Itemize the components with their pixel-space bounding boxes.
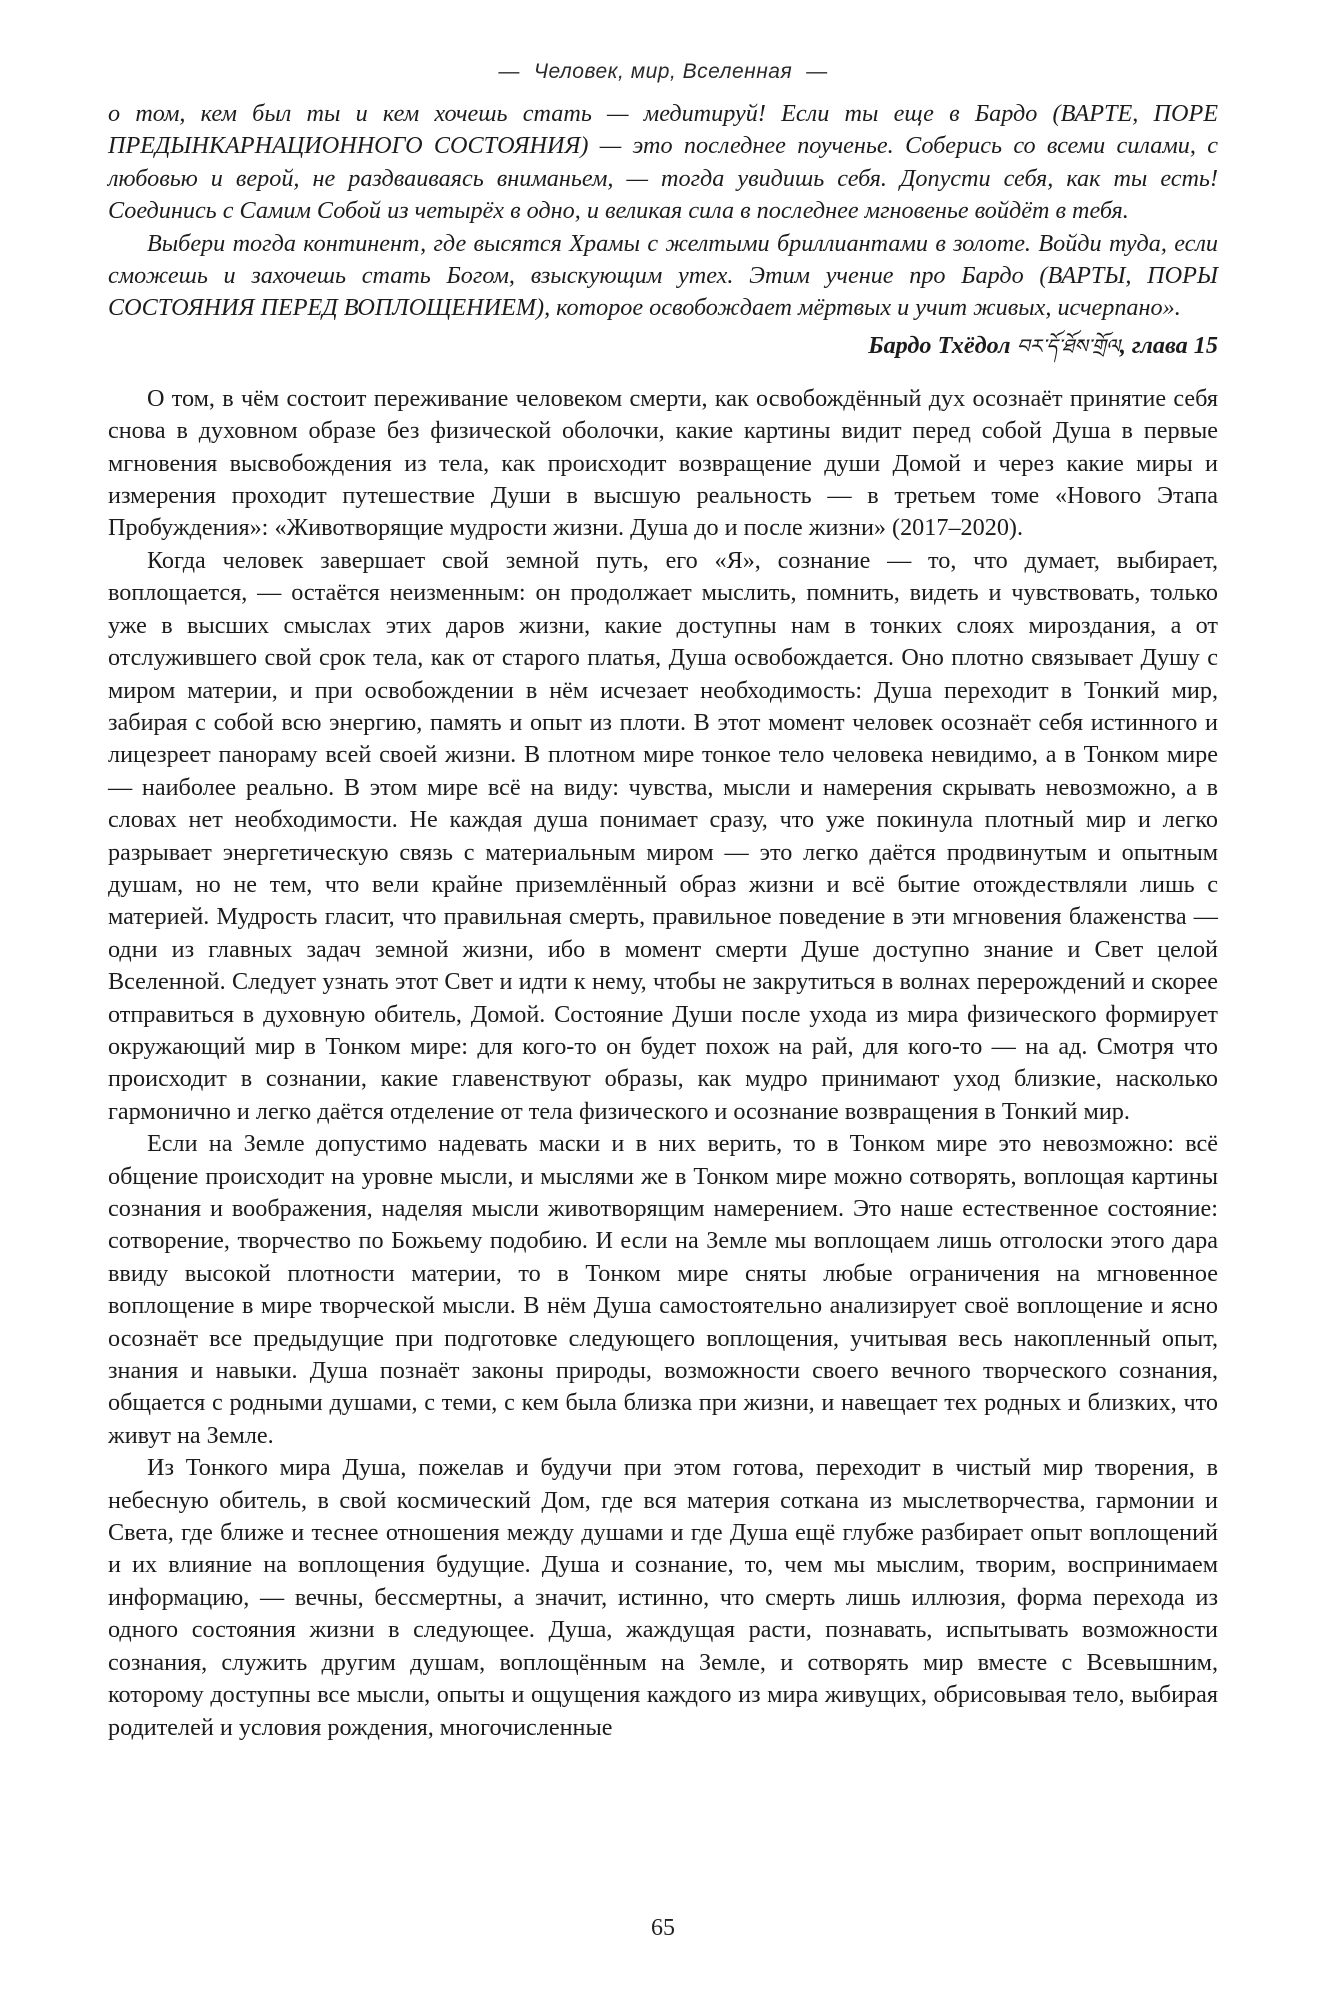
source-title: Бардо Тхёдол (868, 331, 1011, 359)
source-tibetan: བར་དོ་ཐོས་གྲོལ (1016, 333, 1120, 358)
running-head-title: Человек, мир, Вселенная (533, 60, 793, 83)
running-head (0, 60, 1326, 84)
epigraph-paragraph: Выбери тогда континент, где высятся Храмы с желтыми бриллиантами в золоте. Войди туда, если сможешь и захочешь стать Богом, взыскующим утех. Этим учение про Бардо (ВАРТЫ, ПОРЫ СОСТОЯНИЯ ПЕРЕД ВОПЛОЩЕНИЕМ), которое освобождает мёртвых и учит живых, исчерпано». (108, 229, 1218, 322)
body-paragraph: Если на Земле допустимо надевать маски и в них верить, то в Тонком мире это невозможно: всё общение происходит на уровне мысли, и мыслями же в Тонком мире можно сотворять, воплощая картины сознания и воображения, наделяя мысли животворящим намерением. Это наше естественное состояние: сотворение, творчество по Божьему подобию. И если на Земле мы воплощаем лишь отголоски этого дара ввиду высокой плотности материи, то в Тонком мире сняты любые ограничения на мгновенное воплощение в мире творческой мысли. В нём Душа самостоятельно анализирует своё воплощение и ясно осознаёт все предыдущие при подготовке следующего воплощения, учитывая весь накопленный опыт, знания и навыки. Душа познаёт законы природы, возможности своего вечного творческого сознания, общается с родными душами, с теми, с кем была близка при жизни, и навещает тех родных и близких, что живут на Земле. (108, 1130, 1218, 1449)
running-head-dash-right: — (806, 60, 828, 83)
body-text (108, 383, 1218, 1744)
body-paragraph: Когда человек завершает свой земной путь, его «Я», сознание — то, что думает, выбирает, воплощается, — остаётся неизменным: он продолжает мыслить, помнить, видеть и чувствовать, только уже в высших смыслах этих даров жизни, какие доступны нам в тонких слоях мироздания, а от отслужившего свой срок тела, как от старого платья, Душа освобождается. Оно плотно связывает Душу с миром материи, и при освобождении в нём исчезает необходимость: Душа переходит в Тонкий мир, забирая с собой всю энергию, память и опыт из плоти. В этот момент человек осознаёт себя истинного и лицезреет панораму всей своей жизни. В плотном мире тонкое тело человека невидимо, а в Тонком мире — наиболее реально. В этом мире всё на виду: чувства, мысли и намерения скрывать невозможно, а в словах нет необходимости. Не каждая душа понимает сразу, что уже покинула плотный мир и легко разрывает энергетическую связь с материальным миром — это легко даётся продвинутым и опытным душам, но не тем, что вели крайне приземлённый образ жизни и всё бытие отождествляли лишь с материей. Мудрость гласит, что правильная смерть, правильное поведение в эти мгновения блаженства — одни из главных задач земной жизни, ибо в момент смерти Душе доступно знание и Свет целой Вселенной. Следует узнать этот Свет и идти к нему, чтобы не закрутиться в волнах перерождений и скорее отправиться в духовную обитель, Домой. Состояние Души после ухода из мира физического формирует окружающий мир в Тонком мире: для кого-то он будет похож на рай, для кого-то — на ад. Смотря что происходит в сознании, какие главенствуют образы, как мудро принимают уход близкие, насколько гармонично и легко даётся отделение от тела физического и осознание возвращения в Тонкий мир. (108, 546, 1218, 1125)
epigraph (108, 98, 1218, 363)
page-number: 65 (651, 1915, 675, 1941)
body-paragraph: О том, в чём состоит переживание человеком смерти, как освобождённый дух осознаёт принятие себя снова в духовном образе без физической оболочки, какие картины видит перед собой Душа в первые мгновения высвобождения из тела, как происходит возвращение души Домой и через какие миры и измерения проходит путешествие Души в высшую реальность — в третьем томе «Нового Этапа Пробуждения»: «Животворящие мудрости жизни. Душа до и после жизни» (2017–2020). (108, 384, 1218, 542)
source-chapter: , глава 15 (1119, 331, 1218, 359)
epigraph-source (108, 329, 1218, 363)
body-paragraph: Из Тонкого мира Душа, пожелав и будучи при этом готова, переходит в чистый мир творения, в небесную обитель, в свой космический Дом, где вся материя соткана из мыслетворчества, гармонии и Света, где ближе и теснее отношения между душами и где Душа ещё глубже разбирает опыт воплощений и их влияние на воплощения будущие. Душа и сознание, то, чем мы мыслим, творим, воспринимаем информацию, — вечны, бессмертны, а значит, истинно, что смерть лишь иллюзия, форма перехода из одного состояния жизни в следующее. Душа, жаждущая расти, познавать, испытывать возможности сознания, служить другим душам, воплощённым на Земле, и сотворять мир вместе с Всевышним, которому доступны все мысли, опыты и ощущения каждого из мира живущих, обрисовывая тело, выбирая родителей и условия рождения, многочисленные (108, 1454, 1218, 1741)
running-head-dash-left: — (498, 60, 520, 83)
text-block (108, 98, 1218, 1744)
epigraph-paragraph: о том, кем был ты и кем хочешь стать — медитируй! Если ты еще в Бардо (ВАРТЕ, ПОРЕ ПРЕДЫНКАРНАЦИОННОГО СОСТОЯНИЯ) — это последнее поученье. Соберись со всеми силами, с любовью и верой, не раздваиваясь вниманьем, — тогда увидишь себя. Допусти себя, как ты есть! Соединись с Самим Собой из четырёх в одно, и великая сила в последнее мгновенье войдёт в тебя. (108, 100, 1218, 225)
